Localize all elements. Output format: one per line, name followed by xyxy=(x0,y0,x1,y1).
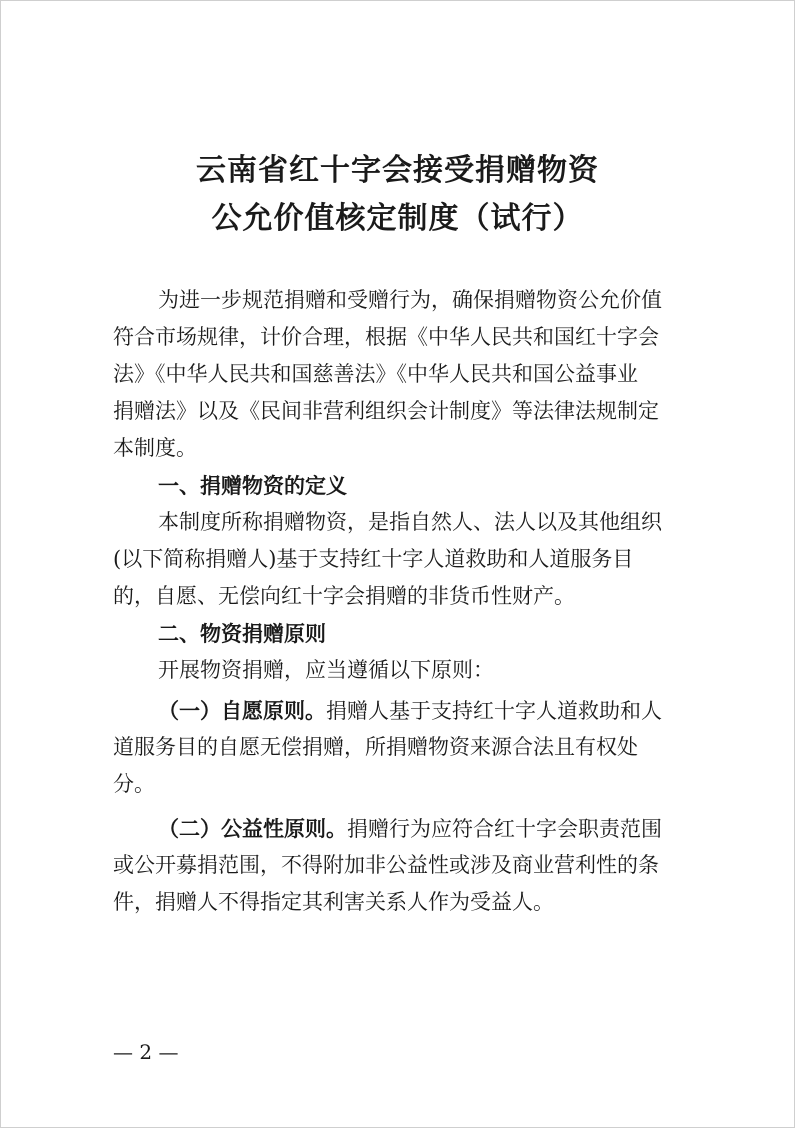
page-number: — 2 — xyxy=(113,1040,179,1064)
item-2-label: （二）公益性原则。 xyxy=(158,816,347,841)
intro-line-2: 符合市场规律，计价合理，根据《中华人民共和国红十字会 xyxy=(113,325,659,349)
intro-line-5: 本制度。 xyxy=(113,436,197,460)
document-title-line-2: 公允价值核定制度（试行） xyxy=(211,201,584,236)
document-title-line-1: 云南省红十字会接受捐赠物资 xyxy=(196,153,599,188)
intro-line-4: 捐赠法》以及《民间非营利组织会计制度》等法律法规制定 xyxy=(113,399,659,423)
section-1-line-2: (以下简称捐赠人)基于支持红十字人道救助和人道服务目 xyxy=(113,547,634,571)
item-2-line-3: 件，捐赠人不得指定其利害关系人作为受益人。 xyxy=(113,890,554,914)
intro-line-1: 为进一步规范捐赠和受赠行为，确保捐赠物资公允价值 xyxy=(158,288,662,312)
item-2-text: 捐赠行为应符合红十字会职责范围 xyxy=(347,817,662,841)
item-1-text: 捐赠人基于支持红十字人道救助和人 xyxy=(326,699,662,723)
item-2-line-2: 或公开募捐范围，不得附加非公益性或涉及商业营利性的条 xyxy=(113,853,659,877)
section-1-line-3: 的，自愿、无偿向红十字会捐赠的非货币性财产。 xyxy=(113,584,575,608)
intro-line-3: 法》《中华人民共和国慈善法》《中华人民共和国公益事业 xyxy=(113,362,638,386)
section-1-line-1: 本制度所称捐赠物资，是指自然人、法人以及其他组织 xyxy=(158,510,662,534)
item-1-line-3: 分。 xyxy=(113,772,155,796)
item-2-line-1 xyxy=(113,810,693,848)
section-2-heading: 二、物资捐赠原则 xyxy=(158,621,326,646)
item-1-line-2: 道服务目的自愿无偿捐赠，所捐赠物资来源合法且有权处 xyxy=(113,735,638,759)
item-1-line-1 xyxy=(113,692,693,730)
item-1-label: （一）自愿原则。 xyxy=(158,698,326,723)
section-2-intro: 开展物资捐赠，应当遵循以下原则： xyxy=(158,658,494,682)
section-1-heading: 一、捐赠物资的定义 xyxy=(158,473,347,498)
